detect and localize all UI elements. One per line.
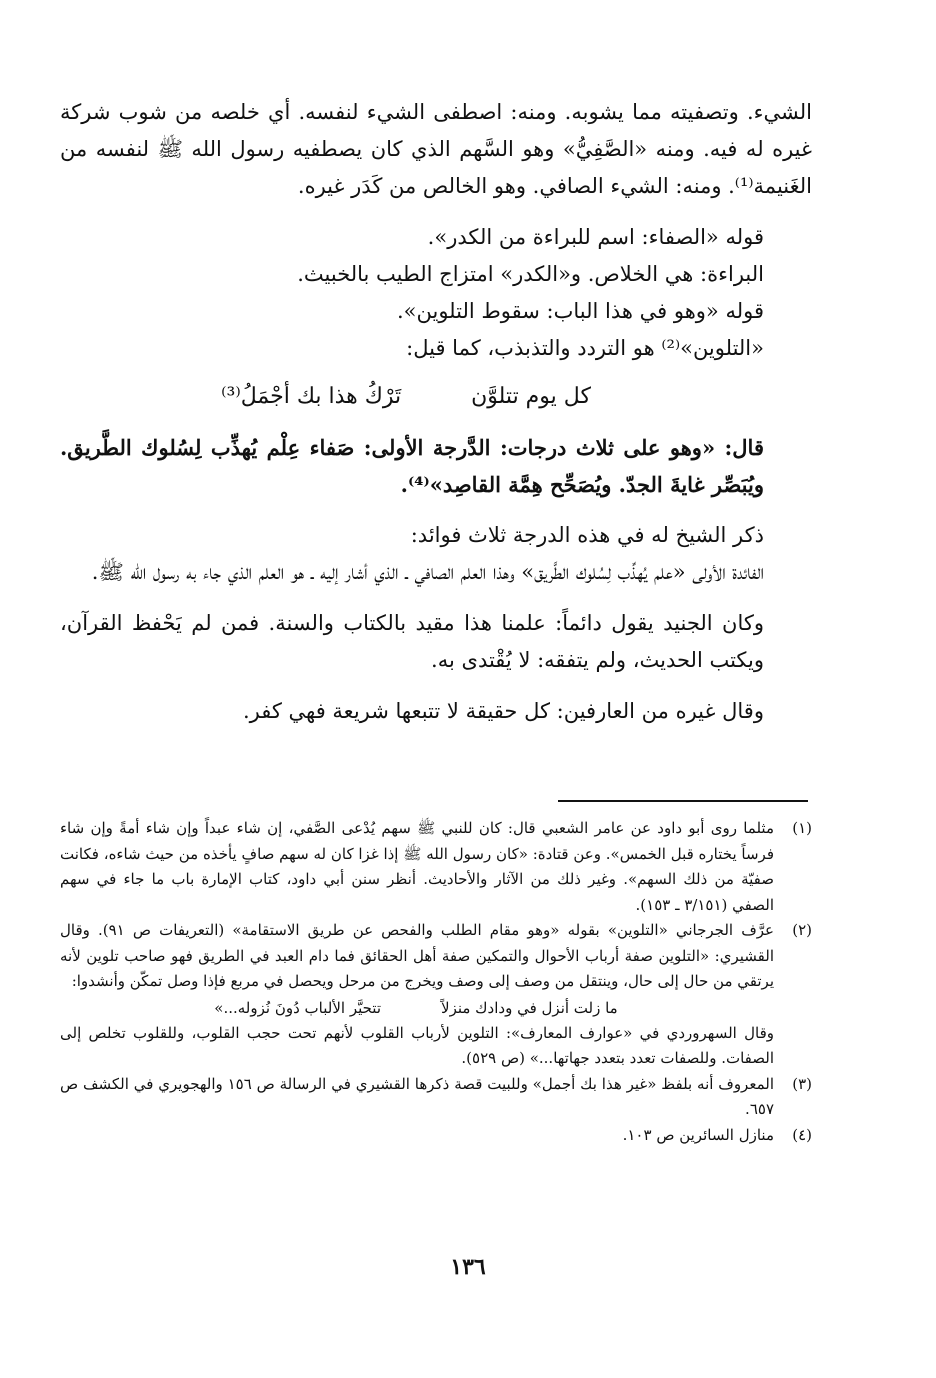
footnote-4 (60, 1123, 812, 1149)
line-three-benefits: ذكر الشيخ له في هذه الدرجة ثلاث فوائد: (410, 523, 764, 547)
footnote-text: عرَّف الجرجاني «التلوين» بقوله «وهو مقام الطلب والفحص عن طريق الاستقامة» (التعريفات ص ٩١). وقال القشيري: «التلوين صفة أرباب الأحوال والتمكين صفة أهل الحقائق فما دام العبد في الطريق فهو صاحب تلوين لأنه يرتقي من حال إلى حال، وينتقل من وصف إلى وصف ويخرج من مرحل ويحصل في مربع فإذا وصل تمكّن وأنشدوا: (60, 921, 774, 990)
footnote-text: المعروف أنه بلفظ «غير هذا بك أجمل» وللبيت قصة ذكرها القشيري في الرسالة ص ١٥٦ والهجويري في الكشف ص ٦٥٧. (60, 1074, 774, 1118)
poem-hemistich-left: تَرْكُ هذا بك أجْمَلُ⁽³⁾ (221, 384, 402, 409)
page-number: ١٣٦ (450, 1254, 486, 1280)
footnote-2-poem (60, 995, 812, 1021)
footnote-text: منازل السائرين ص ١٠٣. (622, 1125, 774, 1144)
footnote-number: (١) (792, 819, 812, 837)
footnote-1 (60, 816, 812, 918)
line-talween-definition: «التلوين»⁽²⁾ هو التردد والتذبذب، كما قيل: (406, 336, 764, 360)
poem-hemistich-right: كل يوم تتلوَّن (471, 384, 591, 409)
line-safaa-definition: قوله «الصفاء: اسم للبراءة من الكدر». (427, 225, 764, 249)
paragraph-first-benefit: الفائدة الأولى «علم يُهذِّب لِسُلوك الطَّريق» وهذا العلم الصافي ـ الذي أشار إليه ـ هو العلم الذي جاء به رسول الله ﷺ. (91, 560, 764, 584)
paragraph-1: الشيء. وتصفيته مما يشوبه. ومنه: اصطفى الشيء لنفسه. أي خلصه من شوب شركة غيره له فيه. ومنه «الصَّفِيُّ» وهو السَّهم الذي كان يصطفيه رسول الله ﷺ لنفسه من الغَنيمة⁽¹⁾. ومنه: الشيء الصافي. وهو الخالص من كَدَر غيره. (60, 100, 812, 198)
paragraph-junaid: وكان الجنيد يقول دائماً: علمنا هذا مقيد بالكتاب والسنة. فمن لم يَحْفظ القرآن، ويكتب الحديث، ولم يتفقه: لا يُقْتدى به. (60, 611, 764, 672)
footnote-3 (60, 1072, 812, 1123)
footnote-number: (٤) (792, 1125, 812, 1144)
paragraph-degrees: قال: «وهو على ثلاث درجات: الدَّرجة الأولى: صَفاء عِلْم يُهذِّب لِسُلوك الطَّريق. ويُبَصِّر غايةَ الجدّ. ويُصَحِّح هِمَّة القاصِد»⁽⁴⁾. (60, 435, 764, 497)
footnote-poem-right: ما زلت أنزل في ودادك منزلاً (441, 998, 618, 1017)
footnote-poem-left: تتحيَّر الألباب دُونَ نُزوله...» (214, 998, 382, 1017)
page-body (60, 94, 812, 730)
footnote-number: (٣) (792, 1074, 812, 1093)
footnote-2 (60, 918, 812, 995)
line-talween-quote: قوله «وهو في هذا الباب: سقوط التلوين». (396, 299, 764, 323)
footnote-2-continuation: وقال السهروردي في «عوارف المعارف»: التلوين لأرباب القلوب لأنهم تحت حجب القلوب، وللقلوب تخلص إلى الصفات. وللصفات تعدد بتعدد جهاتها...» (ص ٥٢٩). (60, 1023, 774, 1067)
poem-verse (60, 377, 812, 417)
footnote-number: (٢) (792, 921, 812, 939)
footnote-text: مثلما روى أبو داود عن عامر الشعبي قال: كان للنبي ﷺ سهم يُدْعى الصَّفي، إن شاء عبداً وإن شاء أمةً وإن شاء فرساً يختاره قبل الخمس». وعن قتادة: «كان رسول الله ﷺ إذا غزا كان له سهم صافٍ يأخذه من حيث شاءه، فكانت صفيّة من ذلك السهم». وغير ذلك من الآثار والأحاديث. أنظر سنن أبي داود، كتاب الإمارة باب ما جاء في سهم الصفي (٣/١٥١ ـ ١٥٣). (60, 819, 775, 914)
paragraph-arifin: وقال غيره من العارفين: كل حقيقة لا تتبعها شريعة فهي كفر. (242, 699, 764, 723)
footnotes (60, 816, 812, 1148)
line-baraa-definition: البراءة: هي الخلاص. و«الكدر» امتزاج الطيب بالخبيث. (297, 262, 764, 286)
footnote-separator (558, 800, 808, 802)
